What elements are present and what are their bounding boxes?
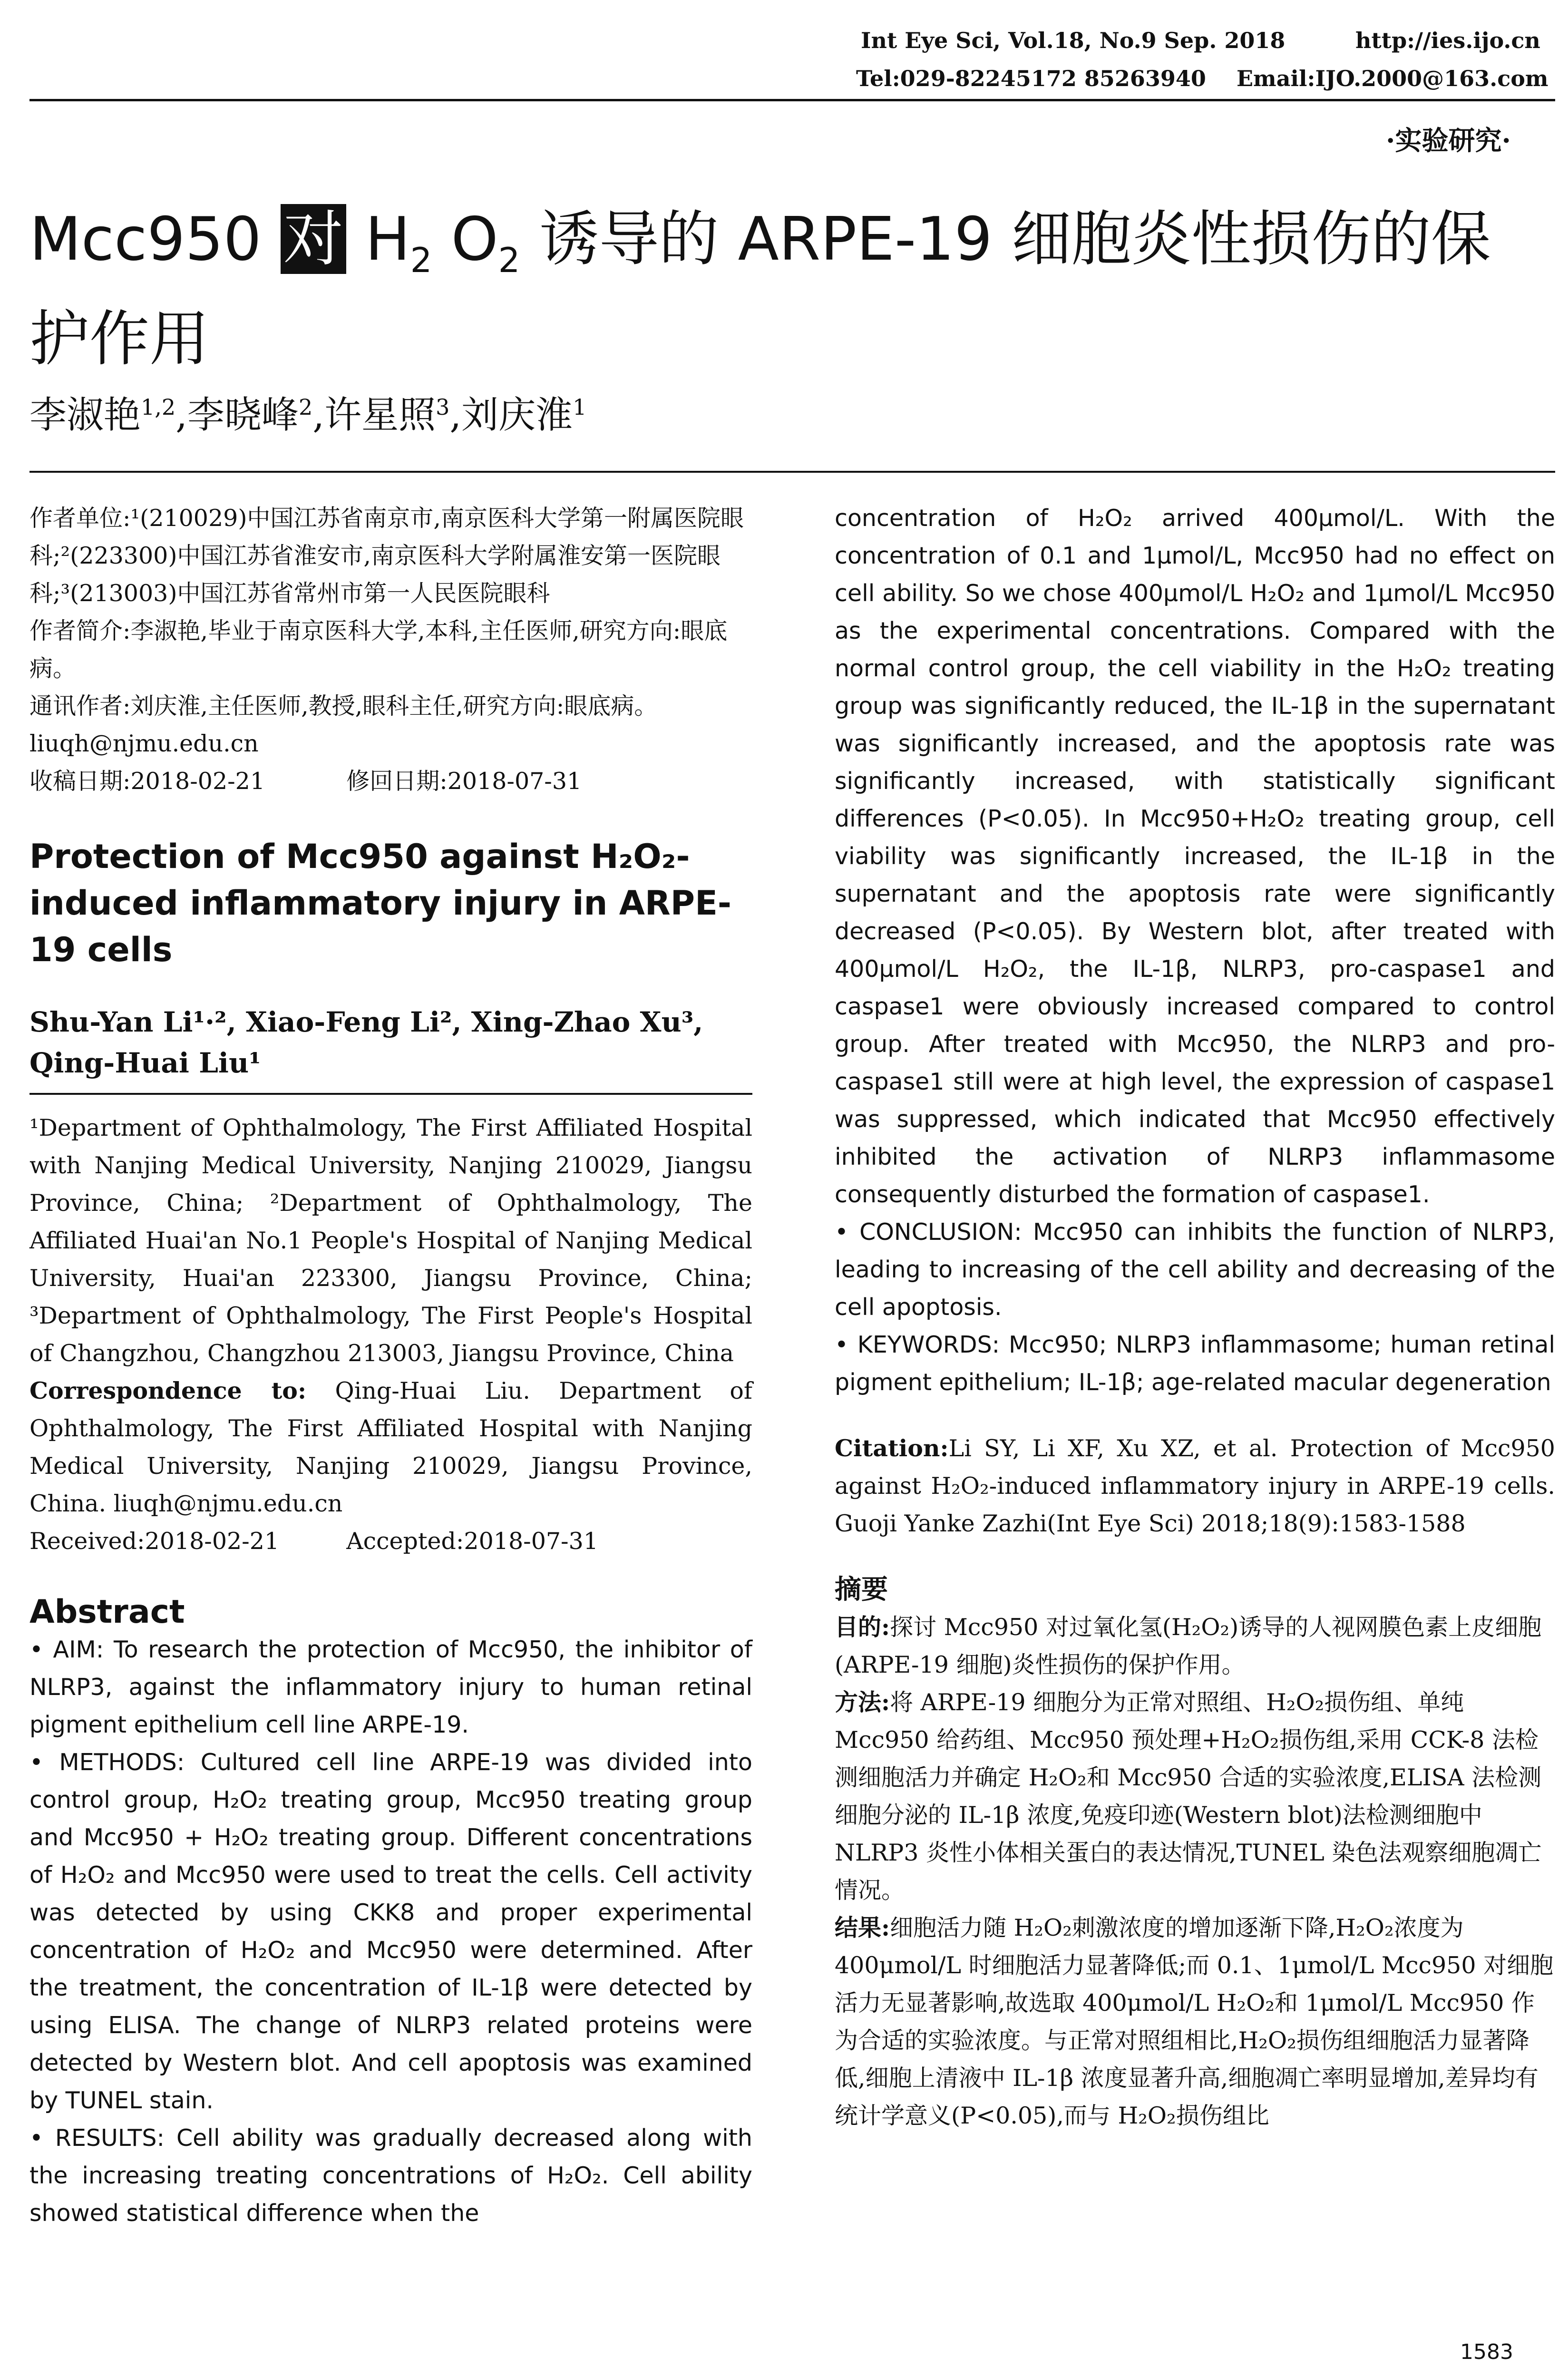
abstract-results-cont: concentration of H₂O₂ arrived 400μmol/L. With the concentration of 0.1 and 1μmol/L, Mcc950 had no effect on cell ability. So we chose 400μmol/L H₂O₂ and 1μmol/L Mcc950 as the experimental concentrations. Compared with the normal control group, the cell viability in the H₂O₂ treating group was significantly reduced, the IL-1β in the supernatant was significantly increased, and the apoptosis rate was significantly increased, with statistically significant differences (P<0.05). In Mcc950+H₂O₂ treating group, cell viability was significantly increased, the IL-1β in the supernatant and the apoptosis rate were significantly decreased (P<0.05). By Western blot, after treated with 400μmol/L H₂O₂, the IL-1β, NLRP3, pro-caspase1 and caspase1 were obviously increased compared to control group. After treated with Mcc950, the NLRP3 and pro-caspase1 still were at high level, the expression of caspase1 was suppressed, which indicated that Mcc950 effectively inhibited the activation of NLRP3 inflammasome consequently disturbed the formation of caspase1. xyxy=(835,505,1555,1208)
accepted-date: Accepted:2018-07-31 xyxy=(346,1528,598,1555)
authors-en-rule xyxy=(29,1083,752,1095)
page-number: 1583 xyxy=(1460,2340,1513,2364)
title-part1: Mcc950 xyxy=(29,204,281,274)
journal-tel: Tel:029-82245172 85263940 xyxy=(856,66,1206,91)
authors-cn: 李淑艳$^{1,2}$,李晓峰$^2$,许星照$^3$,刘庆淮$^1$ xyxy=(29,394,587,437)
abstract-keywords: • KEYWORDS: Mcc950; NLRP3 inflammasome; human retinal pigment epithelium; IL-1β; age-related macular degeneration xyxy=(835,1331,1555,1396)
right-column xyxy=(835,499,1555,2134)
section-tag: ·实验研究· xyxy=(1386,125,1511,156)
revised-date-cn: 修回日期:2018-07-31 xyxy=(346,768,582,795)
header-rule xyxy=(29,99,1555,101)
title-sub1: 2 xyxy=(410,240,432,281)
received-date-cn: 收稿日期:2018-02-21 xyxy=(29,768,265,795)
abstract-heading: Abstract xyxy=(29,1593,185,1631)
affiliation-en: ¹Department of Ophthalmology, The First Affiliated Hospital with Nanjing Medical University, Nanjing 210029, Jiangsu Province, China; ²Department of Ophthalmology, The Affiliated Huai'an No.1 People's Hospital of Nanjing Medical University, Huai'an 223300, Jiangsu Province, China; ³Department of Ophthalmology, The First People's Hospital of Changzhou, Changzhou 213003, Jiangsu Province, China xyxy=(29,1114,752,1367)
citation-label: Citation: xyxy=(835,1434,949,1462)
author-name: 许星照 xyxy=(324,394,436,437)
correspondence-label: Correspondence to: xyxy=(29,1377,307,1404)
journal-url[interactable]: http://ies.ijo.cn xyxy=(1355,28,1540,53)
author-name: 李淑艳 xyxy=(29,394,141,437)
author-sup: 2 xyxy=(298,394,313,420)
journal-email[interactable]: Email:IJO.2000@163.com xyxy=(1237,66,1549,91)
cn-results xyxy=(835,1909,1555,2134)
journal-info: Int Eye Sci, Vol.18, No.9 Sep. 2018 xyxy=(861,28,1286,53)
dates-cn xyxy=(29,762,752,800)
title-sub2: 2 xyxy=(498,240,520,281)
author-name: 刘庆淮 xyxy=(461,394,573,437)
english-title: Protection of Mcc950 against H₂O₂-induced inflammatory injury in ARPE-19 cells xyxy=(29,837,731,969)
cn-results-label: 结果: xyxy=(835,1914,890,1941)
correspondence-text: Qing-Huai Liu. Department of Ophthalmology, The First Affiliated Hospital with Nanjing Medical University, Nanjing 210029, Jiangsu Province, China. liuqh@njmu.edu.cn xyxy=(29,1377,752,1517)
citation xyxy=(835,1430,1555,1542)
cn-aim-text: 探讨 Mcc950 对过氧化氢(H₂O₂)诱导的人视网膜色素上皮细胞(ARPE-19 细胞)炎性损伤的保护作用。 xyxy=(835,1614,1542,1678)
dates-en xyxy=(29,1522,752,1560)
cn-results-text: 细胞活力随 H₂O₂刺激浓度的增加逐渐下降,H₂O₂浓度为 400μmol/L 时细胞活力显著降低;而 0.1、1μmol/L Mcc950 对细胞活力无显著影响,故选取 400μmol/L H₂O₂和 1μmol/L Mcc950 作为合适的实验浓度。与正常对照组相比,H₂O₂损伤组细胞活力显著降低,细胞上清液中 IL-1β 浓度显著升高,细胞凋亡率明显增加,差异均有统计学意义(P<0.05),而与 H₂O₂损伤组比 xyxy=(835,1914,1554,2129)
abstract-methods: • METHODS: Cultured cell line ARPE-19 was divided into control group, H₂O₂ treating group, Mcc950 treating group and Mcc950 + H₂O₂ treating group. Different concentrations of H₂O₂ and Mcc950 were used to treat the cells. Cell activity was detected by using CKK8 and proper experimental concentration of H₂O₂ and Mcc950 were determined. After the treatment, the concentration of IL-1β were detected by using ELISA. The change of NLRP3 related proteins were detected by Western blot. And cell apoptosis was examined by TUNEL stain. xyxy=(29,1749,752,2114)
cn-methods-text: 将 ARPE-19 细胞分为正常对照组、H₂O₂损伤组、单纯 Mcc950 给药组、Mcc950 预处理+H₂O₂损伤组,采用 CCK-8 法检测细胞活力并确定 H₂O₂和 Mcc950 合适的实验浓度,ELISA 法检测细胞分泌的 IL-1β 浓度,免疫印迹(Western blot)法检测细胞中 NLRP3 炎性小体相关蛋白的表达情况,TUNEL 染色法观察细胞凋亡情况。 xyxy=(835,1689,1542,1904)
received-date: Received:2018-02-21 xyxy=(29,1528,280,1555)
cn-methods-label: 方法: xyxy=(835,1688,890,1716)
correspondence-en xyxy=(29,1372,752,1522)
author-bio-cn: 作者简介:李淑艳,毕业于南京医科大学,本科,主任医师,研究方向:眼底病。 xyxy=(29,617,728,682)
title-part2: H xyxy=(346,204,410,274)
title-highlight: 对 xyxy=(281,204,346,274)
abstract-results-start: • RESULTS: Cell ability was gradually decreased along with the increasing treating concentrations of H₂O₂. Cell ability showed statistical difference when the xyxy=(29,2124,752,2227)
affiliation-cn: 作者单位:¹(210029)中国江苏省南京市,南京医科大学第一附属医院眼科;²(223300)中国江苏省淮安市,南京医科大学附属淮安第一医院眼科;³(213003)中国江苏省常州市第一人民医院眼科 xyxy=(29,505,744,607)
correspondence-cn: 通讯作者:刘庆淮,主任医师,教授,眼科主任,研究方向:眼底病。liuqh@njmu.edu.cn xyxy=(29,692,658,757)
title-part3: O xyxy=(432,204,498,274)
cn-aim xyxy=(835,1608,1555,1684)
author-name: 李晓峰 xyxy=(187,394,299,437)
abstract-aim: • AIM: To research the protection of Mcc950, the inhibitor of NLRP3, against the inflammatory injury to human retinal pigment epithelium cell line ARPE-19. xyxy=(29,1636,752,1738)
author-sup: 1,2 xyxy=(141,394,176,420)
abstract-conclusion: • CONCLUSION: Mcc950 can inhibits the function of NLRP3, leading to increasing of the cell ability and decreasing of the cell apoptosis. xyxy=(835,1218,1555,1321)
cn-aim-label: 目的: xyxy=(835,1613,890,1641)
citation-text: Li SY, Li XF, Xu XZ, et al. Protection of Mcc950 against H₂O₂-induced inflammatory injury in ARPE-19 cells. Guoji Yanke Zazhi(Int Eye Sci) 2018;18(9):1583-1588 xyxy=(835,1435,1555,1537)
english-authors: Shu-Yan Li¹·², Xiao-Feng Li², Xing-Zhao Xu³, Qing-Huai Liu¹ xyxy=(29,1006,703,1079)
author-sup: 3 xyxy=(436,394,450,420)
article-title xyxy=(29,200,1547,378)
cn-methods xyxy=(835,1684,1555,1909)
title-part4: 诱导的 ARPE-19 细胞炎性损伤的保护作用 xyxy=(29,204,1491,374)
author-sup: 1 xyxy=(573,394,587,420)
cn-abstract-heading: 摘要 xyxy=(835,1574,888,1605)
left-column xyxy=(29,499,752,2232)
authors-rule xyxy=(29,471,1555,473)
